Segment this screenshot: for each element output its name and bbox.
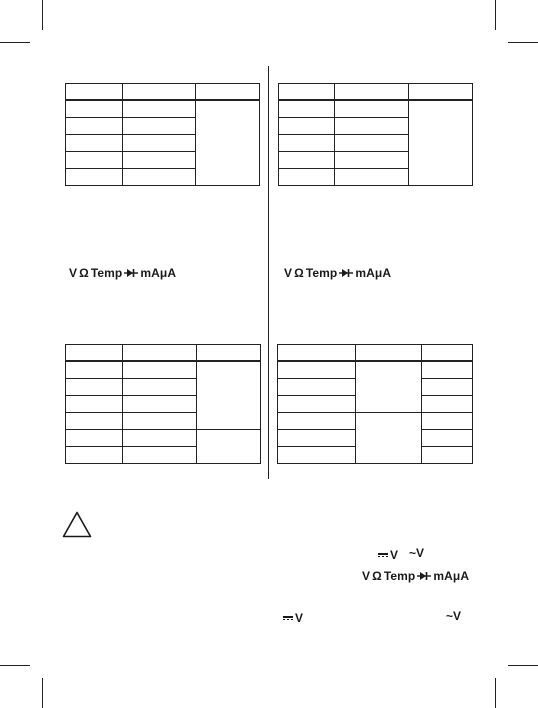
ohm-symbol: Ω [79, 266, 89, 280]
volt-symbol: V [69, 266, 78, 280]
dc-volt-symbol [378, 548, 398, 562]
diode-icon [417, 571, 431, 581]
crop-mark-bottom-left [42, 678, 43, 708]
measure-symbols-left [69, 266, 176, 280]
temp-symbol: Temp [383, 569, 416, 583]
ac-volt-symbol [409, 546, 424, 560]
table-top-left [65, 83, 260, 186]
crop-mark-bottom-left-h [0, 665, 30, 666]
table-top-right [278, 83, 473, 186]
volt-symbol: V [362, 569, 371, 583]
measure-symbols-bottom [362, 569, 469, 583]
crop-mark-top-right [495, 0, 496, 30]
dc-symbol-icon [283, 616, 293, 620]
milliamp-symbol: mA [140, 266, 160, 280]
ac-volt-label: ~V [409, 546, 425, 560]
temp-symbol: Temp [90, 266, 123, 280]
milliamp-symbol: mA [355, 266, 375, 280]
ac-volt-label: ~V [446, 609, 462, 623]
measure-symbols-right [284, 266, 391, 280]
table-bottom-left [65, 344, 261, 464]
warning-triangle-icon [62, 511, 92, 538]
crop-mark-top-left [42, 0, 43, 30]
diode-icon [339, 268, 353, 278]
volt-symbol: V [284, 266, 293, 280]
table-bottom-right [277, 344, 473, 464]
crop-mark-bottom-right [495, 678, 496, 708]
ac-volt-symbol-lower [446, 609, 461, 623]
milliamp-symbol: mA [433, 569, 453, 583]
microamp-symbol: μA [452, 569, 470, 583]
column-divider [268, 66, 269, 479]
crop-mark-bottom-right-h [508, 665, 538, 666]
crop-mark-top-left-h [0, 42, 30, 43]
temp-symbol: Temp [305, 266, 338, 280]
diode-icon [124, 268, 138, 278]
dc-volt-symbol-lower [283, 611, 303, 625]
microamp-symbol: μA [374, 266, 392, 280]
crop-mark-top-right-h [508, 42, 538, 43]
ohm-symbol: Ω [294, 266, 304, 280]
microamp-symbol: μA [159, 266, 177, 280]
ohm-symbol: Ω [372, 569, 382, 583]
dc-volt-label: V [295, 611, 304, 625]
dc-symbol-icon [378, 553, 388, 557]
dc-volt-label: V [390, 548, 399, 562]
